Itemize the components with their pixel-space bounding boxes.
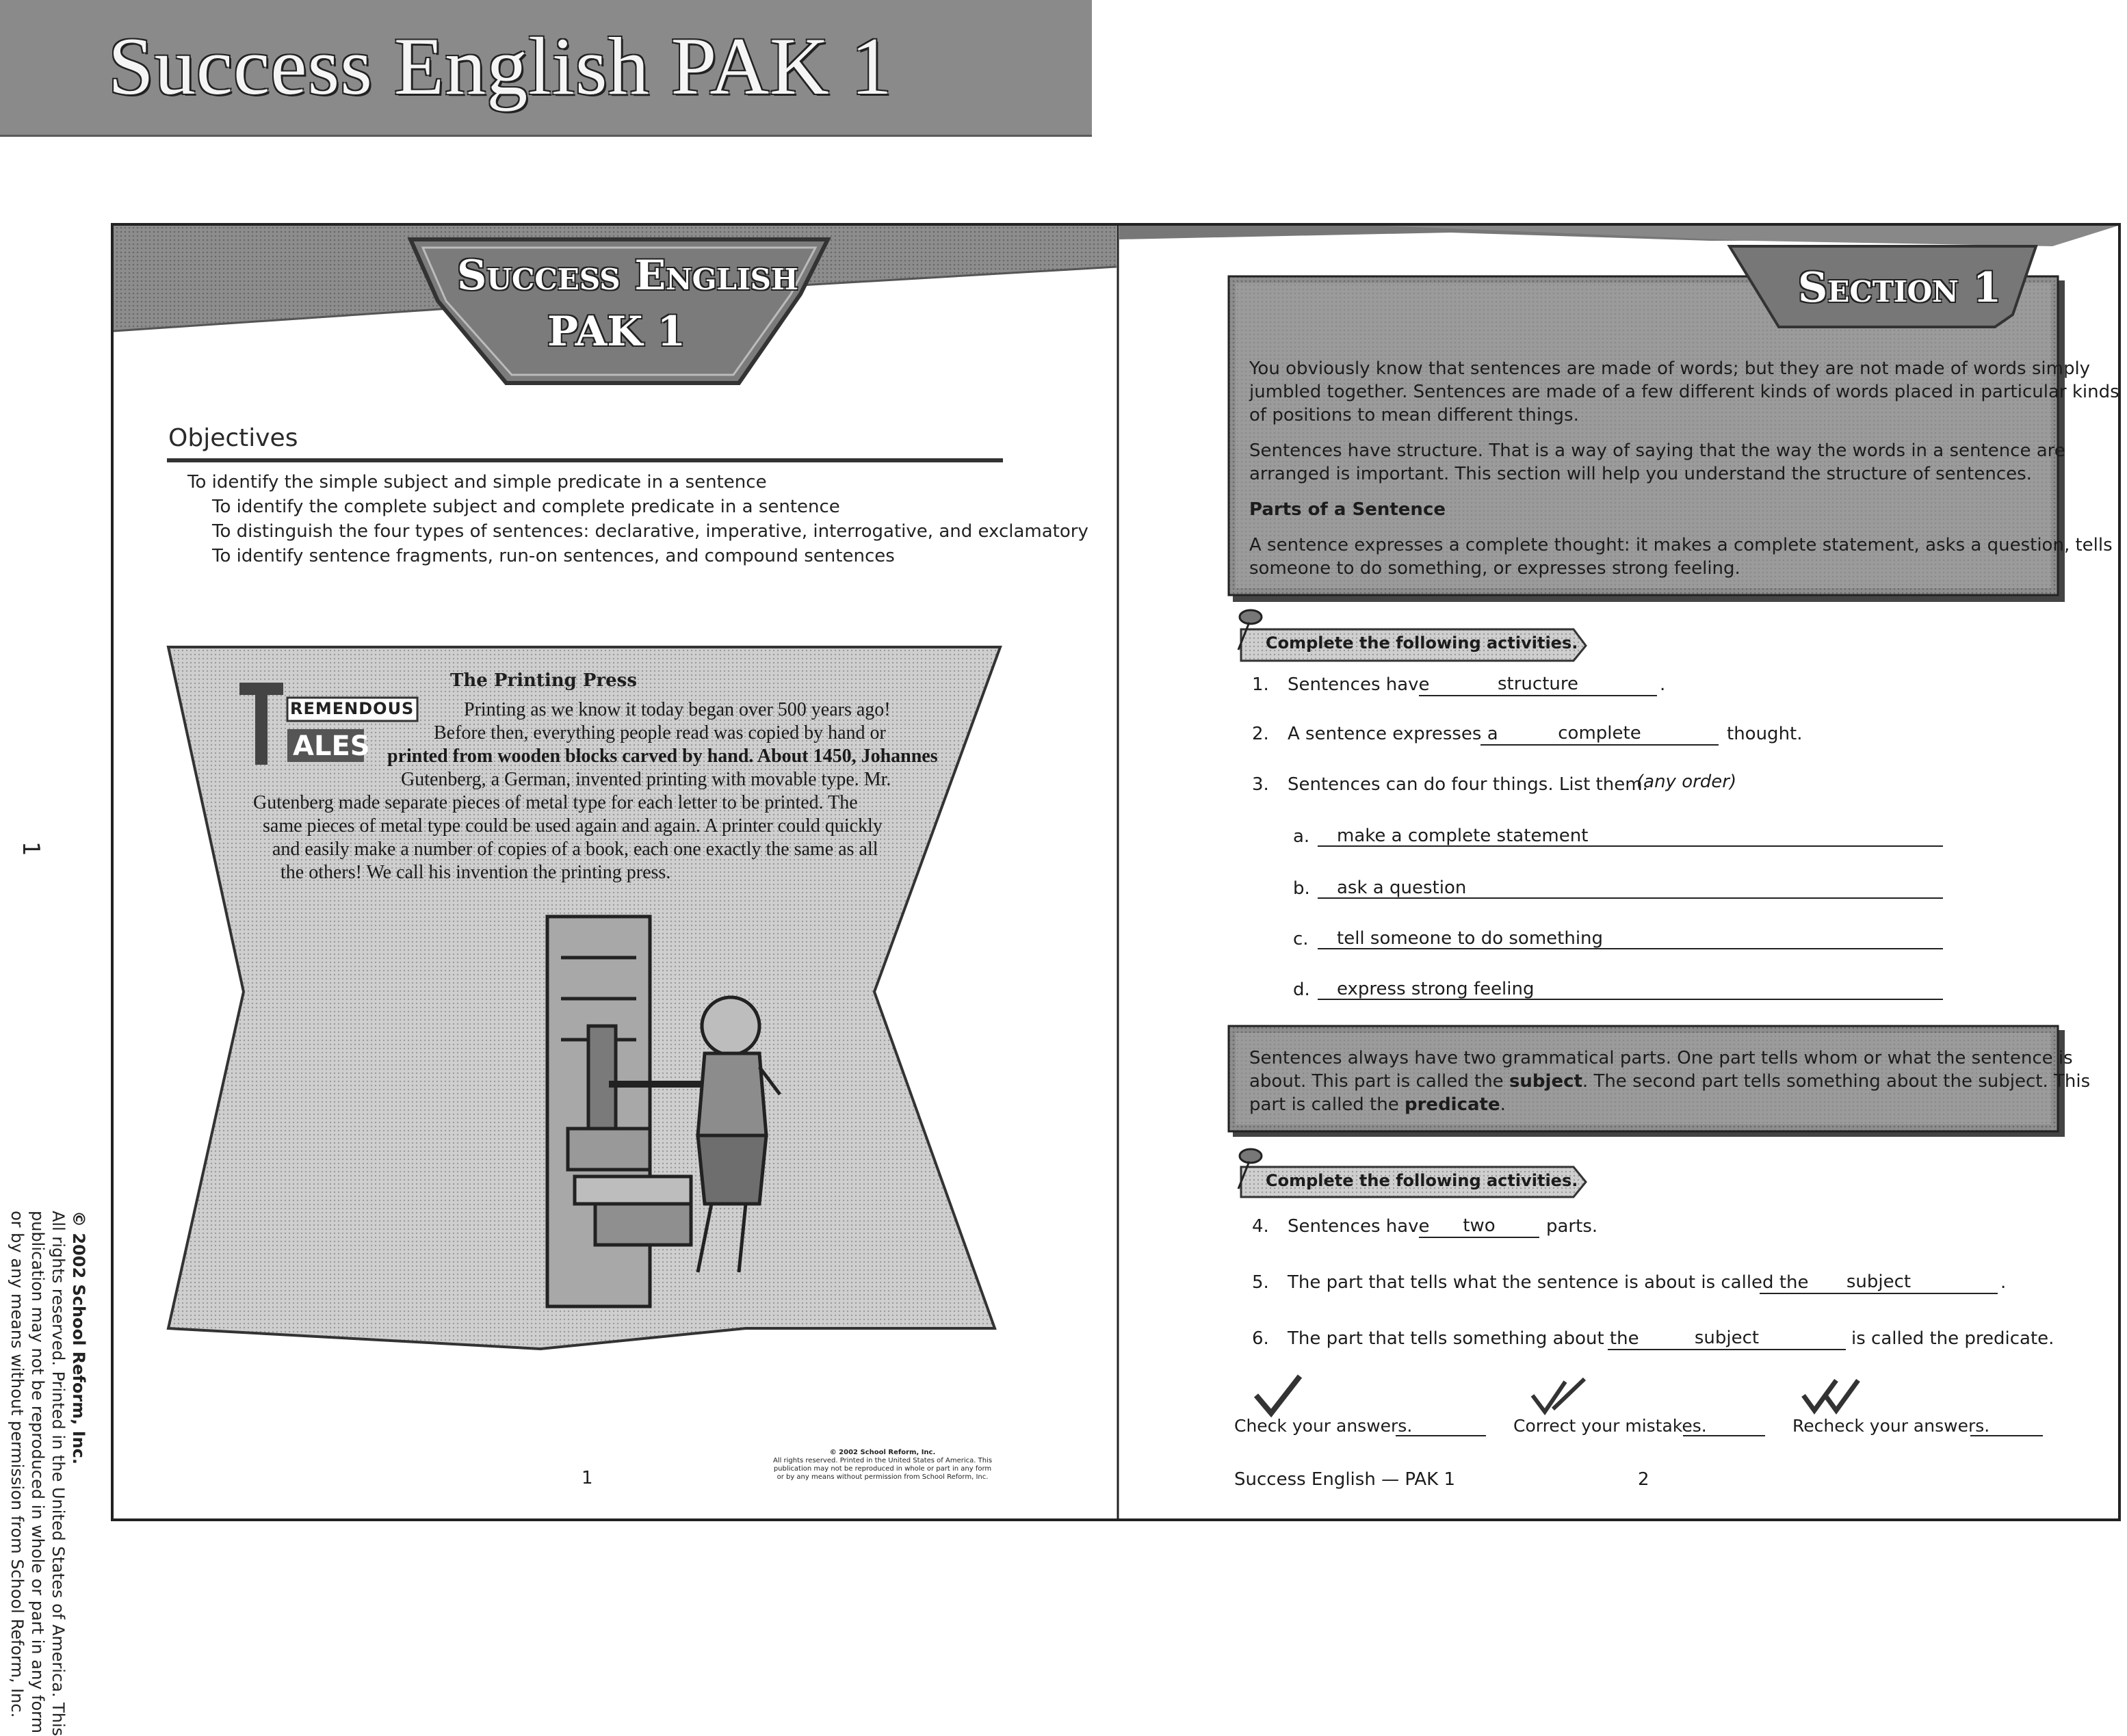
q4-answer-field[interactable]: two	[1419, 1215, 1539, 1238]
box2-line3	[1249, 1094, 1506, 1115]
q2-answer-field[interactable]: complete	[1480, 722, 1719, 746]
list-a-letter: a.	[1293, 826, 1310, 847]
story-line-5: Gutenberg made separate pieces of metal type for each letter to be printed. The	[253, 792, 858, 813]
story-title: The Printing Press	[450, 670, 637, 691]
objective-1: To identify the simple subject and simple predicate in a sentence	[187, 472, 767, 492]
box2-line2-b: . The second part tells something about the subject. This	[1582, 1071, 2091, 1092]
q6-num: 6.	[1252, 1328, 1269, 1349]
small-copyright-4: or by any means without permission from School Reform, Inc.	[777, 1473, 989, 1481]
list-d-letter: d.	[1293, 979, 1310, 1000]
intro-p3-l2: someone to do something, or expresses strong feeling.	[1249, 558, 1740, 579]
margin-copyright	[7, 1211, 89, 1736]
right-footer-title: Success English — PAK 1	[1234, 1469, 1455, 1490]
objectives-rule	[167, 458, 1003, 462]
left-copyright-small	[766, 1449, 999, 1482]
story-line-2: Before then, everything people read was copied by hand or	[434, 722, 886, 744]
q5-text: The part that tells what the sentence is about is called the	[1288, 1272, 1809, 1293]
list-b-letter: b.	[1293, 878, 1310, 899]
subject-term: subject	[1509, 1071, 1582, 1092]
box2-line2	[1249, 1071, 2090, 1092]
margin-copyright-3: or by any means without permission from School Reform, Inc.	[8, 1211, 27, 1718]
box2-line1: Sentences always have two grammatical parts. One part tells whom or what the sentence is	[1249, 1048, 2073, 1068]
q4-num: 4.	[1252, 1216, 1269, 1237]
activity-label-1: Complete the following activities.	[1266, 633, 1578, 653]
objective-4: To identify sentence fragments, run-on sentences, and compound sentences	[212, 546, 895, 566]
list-a-answer-field[interactable]: make a complete statement	[1318, 825, 1943, 847]
q1-text: Sentences have	[1288, 674, 1430, 695]
double-check-icon	[1803, 1380, 1858, 1410]
list-c-letter: c.	[1293, 929, 1309, 949]
intro-p2-l2: arranged is important. This section will help you understand the structure of sentences.	[1249, 464, 2032, 484]
q3-num: 3.	[1252, 774, 1269, 795]
intro-p2-l1: Sentences have structure. That is a way of saying that the way the words in a sentence are	[1249, 440, 2065, 461]
story-line-1: Printing as we know it today began over 500 years ago!	[464, 699, 891, 720]
q5-answer-field[interactable]: subject	[1760, 1271, 1998, 1294]
recheck-answers-field[interactable]	[1970, 1413, 2043, 1436]
small-copyright-3: publication may not be reproduced in whole or part in any form	[773, 1465, 992, 1473]
check-answers-label: Check your answers.	[1234, 1416, 1413, 1436]
left-page-number: 1	[582, 1468, 593, 1488]
list-b-answer-field[interactable]: ask a question	[1318, 877, 1943, 899]
left-header-line1: Success English	[457, 252, 798, 300]
q6-after: is called the predicate.	[1851, 1328, 2054, 1349]
margin-page-marker: 1	[17, 841, 44, 856]
story-line-6: same pieces of metal type could be used again and again. A printer could quickly	[263, 815, 883, 837]
story-line-7: and easily make a number of copies of a book, each one exactly the same as all	[272, 839, 878, 860]
story-line-3: printed from wooden blocks carved by hand. About 1450, Johannes	[387, 746, 938, 767]
q2-num: 2.	[1252, 724, 1269, 744]
q5-num: 5.	[1252, 1272, 1269, 1293]
q2-text: A sentence expresses a	[1288, 724, 1498, 744]
small-copyright-1: © 2002 School Reform, Inc.	[829, 1449, 936, 1456]
q1-num: 1.	[1252, 674, 1269, 695]
q4-text: Sentences have	[1288, 1216, 1430, 1237]
margin-copyright-title: © 2002 School Reform, Inc.	[69, 1211, 88, 1465]
q2-after: thought.	[1727, 724, 1803, 744]
q6-answer-field[interactable]: subject	[1608, 1327, 1846, 1350]
small-copyright-2: All rights reserved. Printed in the United States of America. This	[772, 1457, 993, 1464]
q6-text: The part that tells something about the	[1288, 1328, 1639, 1349]
correct-mistakes-label: Correct your mistakes.	[1513, 1416, 1707, 1436]
q1-after: .	[1660, 674, 1666, 695]
tremendous-tales-logo: REMENDOUS	[290, 699, 415, 718]
q3-text: Sentences can do four things. List them.	[1288, 774, 1648, 795]
box2-line3-b: .	[1500, 1094, 1506, 1115]
story-line-8: the others! We call his invention the printing press.	[280, 862, 671, 883]
q4-after: parts.	[1546, 1216, 1598, 1237]
margin-copyright-1: All rights reserved. Printed in the United States of America. This	[49, 1211, 68, 1736]
intro-heading: Parts of a Sentence	[1249, 499, 1446, 520]
correct-mistakes-field[interactable]	[1683, 1413, 1765, 1436]
correct-pencil-icon	[1532, 1379, 1584, 1412]
objective-3: To distinguish the four types of sentences: declarative, imperative, interrogative, and exclamatory	[212, 521, 1088, 542]
objective-2: To identify the complete subject and complete predicate in a sentence	[212, 497, 840, 517]
box2-line3-a: part is called the	[1249, 1094, 1405, 1115]
intro-p1-l2: jumbled together. Sentences are made of a few different kinds of words placed in particular kinds	[1249, 382, 2119, 402]
intro-p1-l1: You obviously know that sentences are made of words; but they are not made of words simply	[1249, 358, 2091, 379]
q3-note: (any order)	[1636, 772, 1737, 792]
activity-label-2: Complete the following activities.	[1266, 1171, 1578, 1190]
box2-line2-a: about. This part is called the	[1249, 1071, 1509, 1092]
story-line-4: Gutenberg, a German, invented printing with movable type. Mr.	[401, 769, 891, 790]
q5-after: .	[2000, 1272, 2007, 1293]
intro-p3-l1: A sentence expresses a complete thought: it makes a complete statement, asks a question, tells	[1249, 535, 2113, 555]
tremendous-tales-logo-ales: ALES	[293, 731, 370, 762]
q1-answer-field[interactable]: structure	[1419, 673, 1657, 696]
recheck-answers-label: Recheck your answers.	[1792, 1416, 1990, 1436]
margin-copyright-2: publication may not be reproduced in whole or part in any form	[28, 1211, 47, 1733]
objectives-title: Objectives	[168, 424, 298, 452]
right-page-number: 2	[1638, 1469, 1649, 1490]
list-d-answer-field[interactable]: express strong feeling	[1318, 978, 1943, 1000]
list-c-answer-field[interactable]: tell someone to do something	[1318, 928, 1943, 949]
banner-title: Success English PAK 1	[108, 21, 893, 111]
section-label: Section 1	[1798, 264, 2002, 312]
check-answers-field[interactable]	[1396, 1413, 1486, 1436]
predicate-term: predicate	[1405, 1094, 1500, 1115]
check-icon	[1256, 1376, 1300, 1413]
left-header-line2: PAK 1	[547, 308, 686, 356]
intro-p1-l3: of positions to mean different things.	[1249, 405, 1579, 425]
